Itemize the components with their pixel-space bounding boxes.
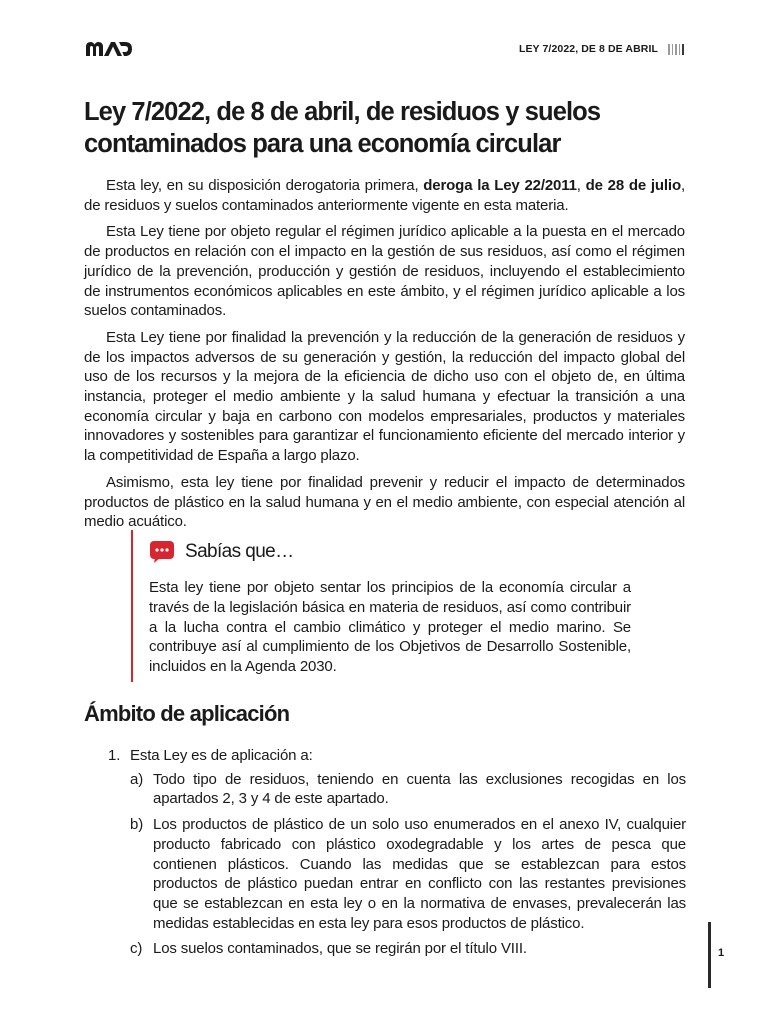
callout-title: Sabías que…: [185, 541, 294, 562]
bold-text: de 28 de julio: [585, 177, 681, 194]
sub-list-letter: a): [130, 770, 144, 788]
list-item: [108, 746, 686, 766]
sub-list-letter: b): [130, 816, 144, 834]
sub-list-text: Todo tipo de residuos, teniendo en cuenta las exclusiones recogidas en los apartados 2, 3 y 4 de este apartado.: [153, 770, 686, 808]
sub-list: [130, 770, 686, 959]
running-head: LEY 7/2022, DE 8 DE ABRIL: [518, 43, 658, 55]
paragraph-1: Esta ley, en su disposición derogatoria primera, deroga la Ley 22/2011, de 28 de julio, de residuos y suelos contaminados anteriormente vigente en esta materia.: [84, 177, 685, 214]
speech-bubble-icon: [149, 540, 175, 564]
mad-logo-icon: [85, 40, 133, 58]
sub-list-item: [130, 770, 686, 809]
list-text: Esta Ley es de aplicación a:: [130, 747, 313, 764]
sub-list-text: Los suelos contaminados, que se regirán por el título VIII.: [153, 940, 527, 958]
page-number-rule: [708, 922, 711, 988]
sub-list-item: [130, 815, 686, 933]
bold-text: deroga la Ley 22/2011: [423, 177, 577, 194]
callout-header: [149, 540, 631, 564]
page-header: [519, 43, 684, 55]
intro-text: [84, 176, 685, 539]
header-bars-decoration: [668, 43, 684, 55]
did-you-know-callout: [131, 530, 631, 682]
paragraph-4: Asimismo, esta ley tiene por finalidad prevenir y reducir el impacto de determinados productos de plástico en la salud humana y en el medio ambiente, con especial atención al medio acuático.: [84, 473, 685, 531]
page-number: 1: [718, 947, 725, 959]
section-title: Ámbito de aplicación: [84, 701, 290, 726]
sub-list-item: [130, 939, 686, 959]
paragraph-2: Esta Ley tiene por objeto regular el régimen jurídico aplicable a la puesta en el mercado de productos en relación con el impacto en la gestión de sus residuos, así como el régimen jurídico de la prevención, producción y gestión de residuos, incluyendo el establecimiento de instrumentos económicos aplicables en este ámbito, y el régimen jurídico aplicable a los suelos contaminados.: [84, 223, 685, 320]
sub-list-letter: c): [130, 940, 143, 958]
callout-text: Esta ley tiene por objeto sentar los principios de la economía circular a través de la legislación básica en materia de residuos, así como contribuir a la lucha contra el cambio climático y proteger el medio marino. Se contribuye así al cumplimiento de los Objetivos de Desarrollo Sostenible, incluidos en la Agenda 2030.: [149, 579, 631, 676]
paragraph-3: Esta Ley tiene por finalidad la prevención y la reducción de la generación de residuos y de los impactos adversos de su generación y gestión, la reducción del impacto global del uso de los recursos y la mejora de la eficiencia de dicho uso con el objeto de, en última instancia, proteger el medio ambiente y la salud humana y efectuar la transición a una economía circular y baja en carbono con modelos empresariales, productos y materiales innovadores y sostenibles para garantizar el funcionamiento eficiente del mercado interior y la competitividad de España a largo plazo.: [84, 328, 685, 465]
scope-list: [108, 746, 686, 965]
sub-list-text: Los productos de plástico de un solo uso enumerados en el anexo IV, cualquier producto fabricado con plástico oxodegradable y los artes de pesca que contienen plásticos. Cuando las medidas que se establezcan para estos productos de plástico puedan entrar en conflicto con las restantes previsiones que se establezcan en esta ley o en la normativa de envases, prevalecerán las medidas establecidas en esta ley para esos productos de plástico.: [153, 816, 686, 932]
list-number: 1.: [108, 747, 121, 764]
mad-logo: [85, 40, 133, 60]
page-title: Ley 7/2022, de 8 de abril, de residuos y suelos contaminados para una economía circular: [84, 98, 601, 158]
